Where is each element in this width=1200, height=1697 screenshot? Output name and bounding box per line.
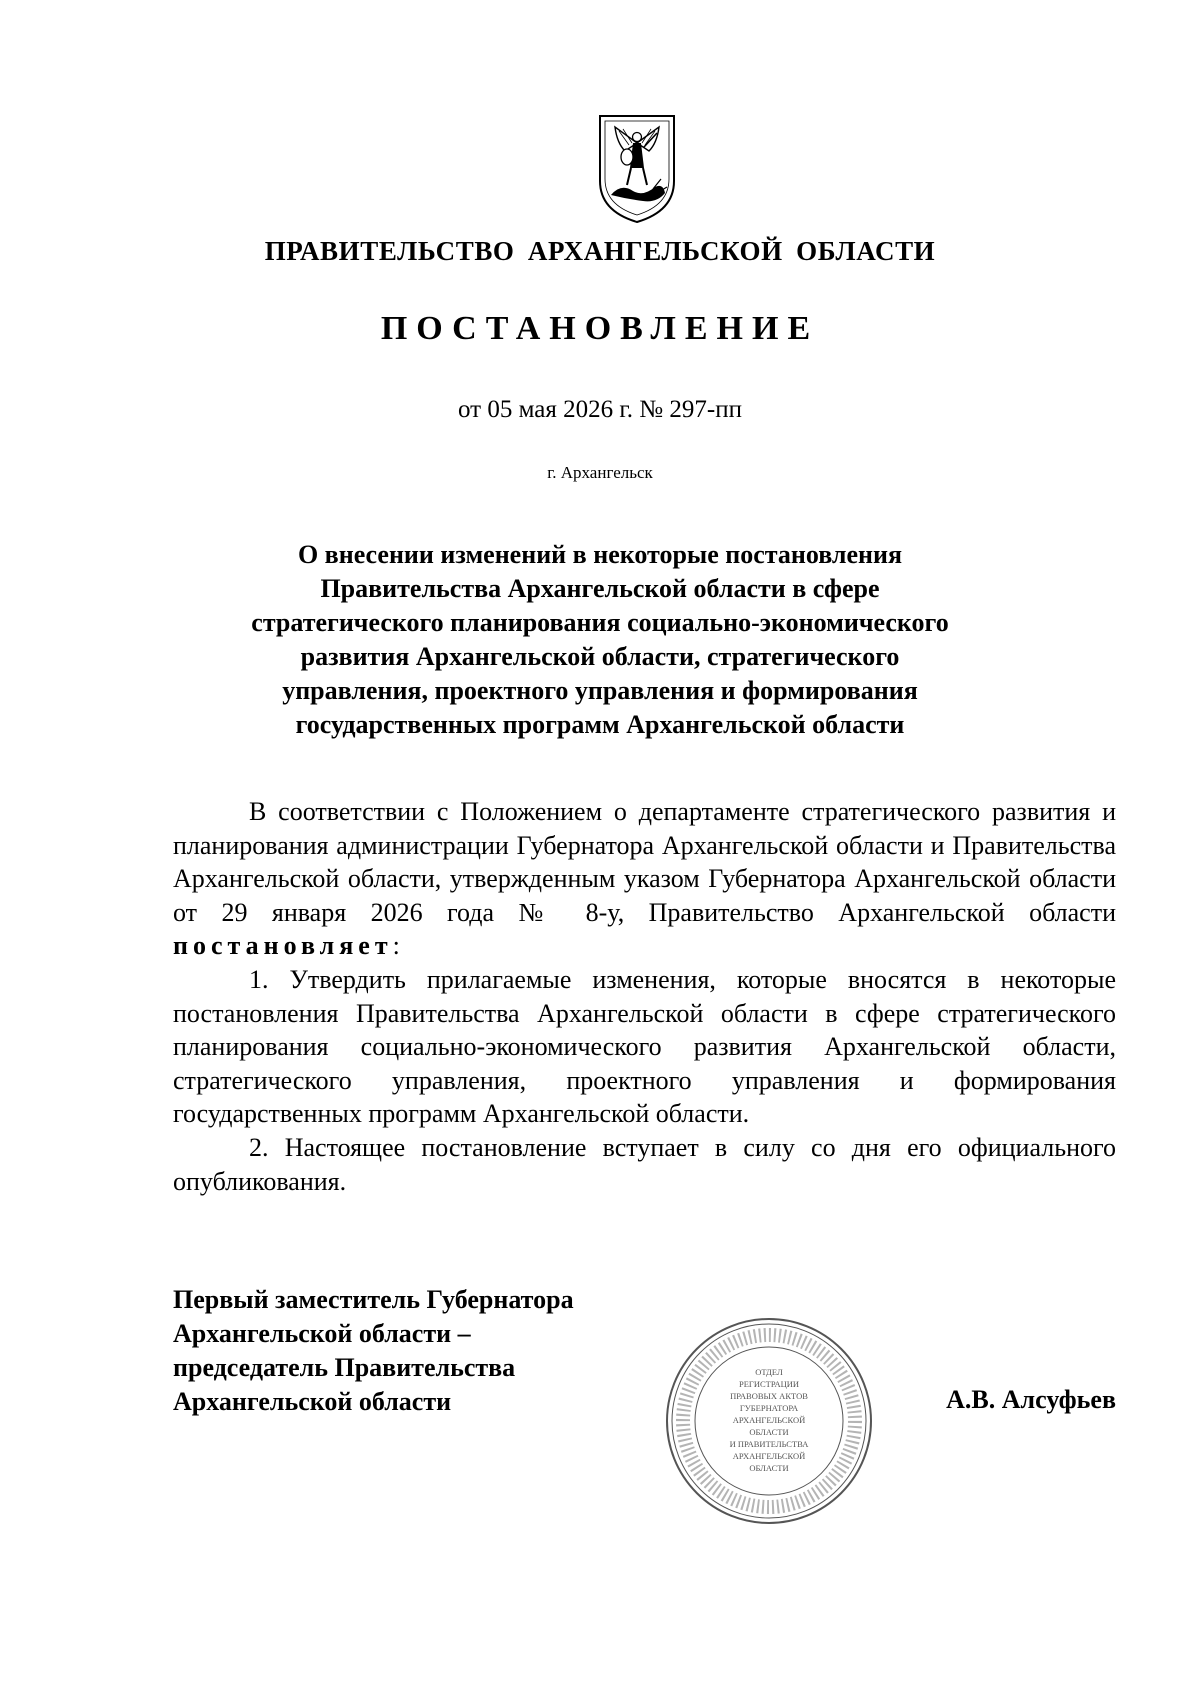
svg-text:И ПРАВИТЕЛЬСТВА: И ПРАВИТЕЛЬСТВА [729,1439,809,1449]
official-round-stamp-icon [663,1315,875,1527]
document-body [173,795,1116,1198]
svg-text:ОБЛАСТИ: ОБЛАСТИ [749,1427,789,1437]
item-2-paragraph: 2. Настоящее постановление вступает в силу со дня его официального опубликования. [173,1132,1116,1196]
preamble-text: В соответствии с Положением о департаменте стратегического развития и планирования администрации Губернатора Архангельской области и Правительства Архангельской области, утвержденным указом Губернатора Архангельской области от 29 января 2026 года № 8-у, Правительство Архангельской области [173,797,1116,927]
document-place: г. Архангельск [547,463,653,482]
svg-text:ПРАВОВЫХ АКТОВ: ПРАВОВЫХ АКТОВ [730,1391,808,1401]
title-line: стратегического планирования социально-экономического [251,608,949,637]
svg-text:ОТДЕЛ: ОТДЕЛ [755,1367,783,1377]
svg-text:ОБЛАСТИ: ОБЛАСТИ [749,1463,789,1473]
document-type: ПОСТАНОВЛЕНИЕ [380,310,820,347]
arkhangelsk-coat-of-arms-icon [597,113,677,225]
svg-text:ГУБЕРНАТОРА: ГУБЕРНАТОРА [739,1403,799,1413]
signatory-position-line: Первый заместитель Губернатора [173,1285,574,1314]
signatory-name: А.В. Алсуфьев [946,1385,1116,1414]
title-line: О внесении изменений в некоторые постановления [297,540,903,569]
document-date-number: от 05 мая 2026 г. № 297-пп [458,396,742,423]
title-line: развития Архангельской области, стратегического [300,642,900,671]
signatory-position-line: Архангельской области – [173,1319,471,1348]
item-1-paragraph: 1. Утвердить прилагаемые изменения, которые вносятся в некоторые постановления Правительства Архангельской области в сфере стратегического планирования социально-экономического развития Архангельской области, стратегического управления, проектного управления и формирования государственных программ Архангельской области. [173,964,1116,1129]
preamble-paragraph [173,795,1116,963]
svg-text:РЕГИСТРАЦИИ: РЕГИСТРАЦИИ [738,1379,800,1389]
title-line: Правительства Архангельской области в сфере [320,574,880,603]
title-line: управления, проектного управления и формирования [282,676,918,705]
signatory-position [173,1283,673,1419]
signatory-position-line: Архангельской области [173,1387,452,1416]
signatory-position-line: председатель Правительства [173,1353,516,1382]
government-name: ПРАВИТЕЛЬСТВО АРХАНГЕЛЬСКОЙ ОБЛАСТИ [264,236,936,266]
svg-text:АРХАНГЕЛЬСКОЙ: АРХАНГЕЛЬСКОЙ [732,1415,806,1425]
resolves-word: постановляет [173,931,393,961]
document-title [150,538,1050,742]
svg-text:АРХАНГЕЛЬСКОЙ: АРХАНГЕЛЬСКОЙ [732,1451,806,1461]
resolves-colon: : [392,931,400,961]
title-line: государственных программ Архангельской области [295,710,905,739]
